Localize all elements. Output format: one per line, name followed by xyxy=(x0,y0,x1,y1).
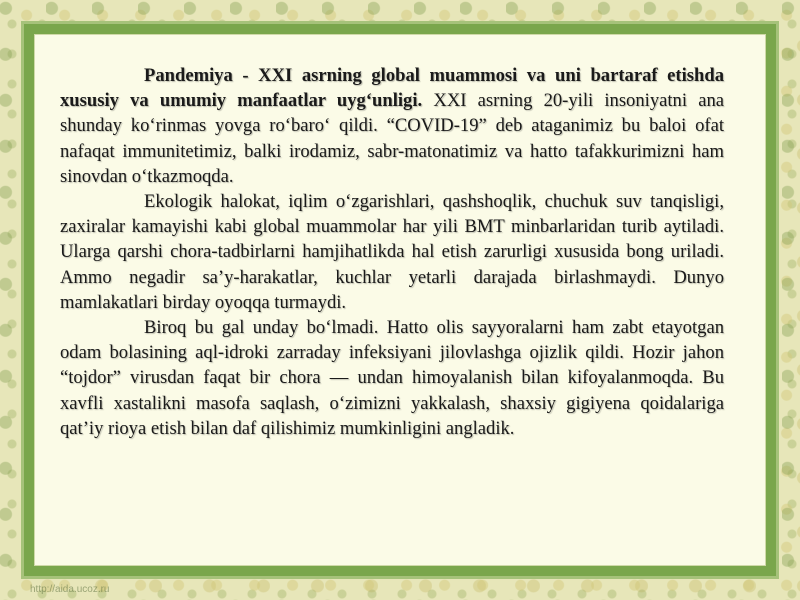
paragraph-2: Ekologik halokat, iqlim o‘zgarishlari, qashshoqlik, chuchuk suv tanqisligi, zaxiralar kamayishi kabi global muammolar har yili BMT minbarlaridan turib aytiladi. Ularga qarshi chora-tadbirlarni hamjihatlikda hal etish zarurligi xususida bong uriladi. Ammo negadir sa’y-harakatlar, kuchlar yetarli darajada birlashmaydi. Dunyo mamlakatlari birday oyoqqa turmaydi. xyxy=(60,191,724,313)
paragraph-1 xyxy=(60,63,724,189)
watermark-url: http://aida.ucoz.ru xyxy=(30,584,110,595)
paragraph-3: Biroq bu gal unday bo‘lmadi. Hatto olis sayyoralarni ham zabt etayotgan odam bolasining aql-idroki zarraday infeksiyani jilovlashga ojizlik qildi. Hozir jahon “tojdor” virusdan faqat bir chora — undan himoyalanish bilan kifoyalanmoqda. Bu xavfli xastalikni masofa saqlash, o‘zimizni yakkalash, shaxsiy gigiyena qoidalariga qat’iy rioya etish bilan daf qilishimiz mumkinligini angladik. xyxy=(60,317,724,439)
paragraph-1-text: XXI asrning 20-yili insoniyatni ana shunday ko‘rinmas yovga ro‘baro‘ qildi. “COVID-19” deb ataganimiz bu baloi ofat nafaqat immunitetimiz, balki irodamiz, sabr-matonatimiz va hatto tafakkurimizni ham sinovdan o‘tkazmoqda. xyxy=(60,90,725,187)
paragraph-title: Pandemiya - XXI asrning global muammosi va uni bartaraf etishda xususiy va umumiy manfaatlar uyg‘unligi. xyxy=(60,65,724,112)
document-body xyxy=(60,63,724,441)
